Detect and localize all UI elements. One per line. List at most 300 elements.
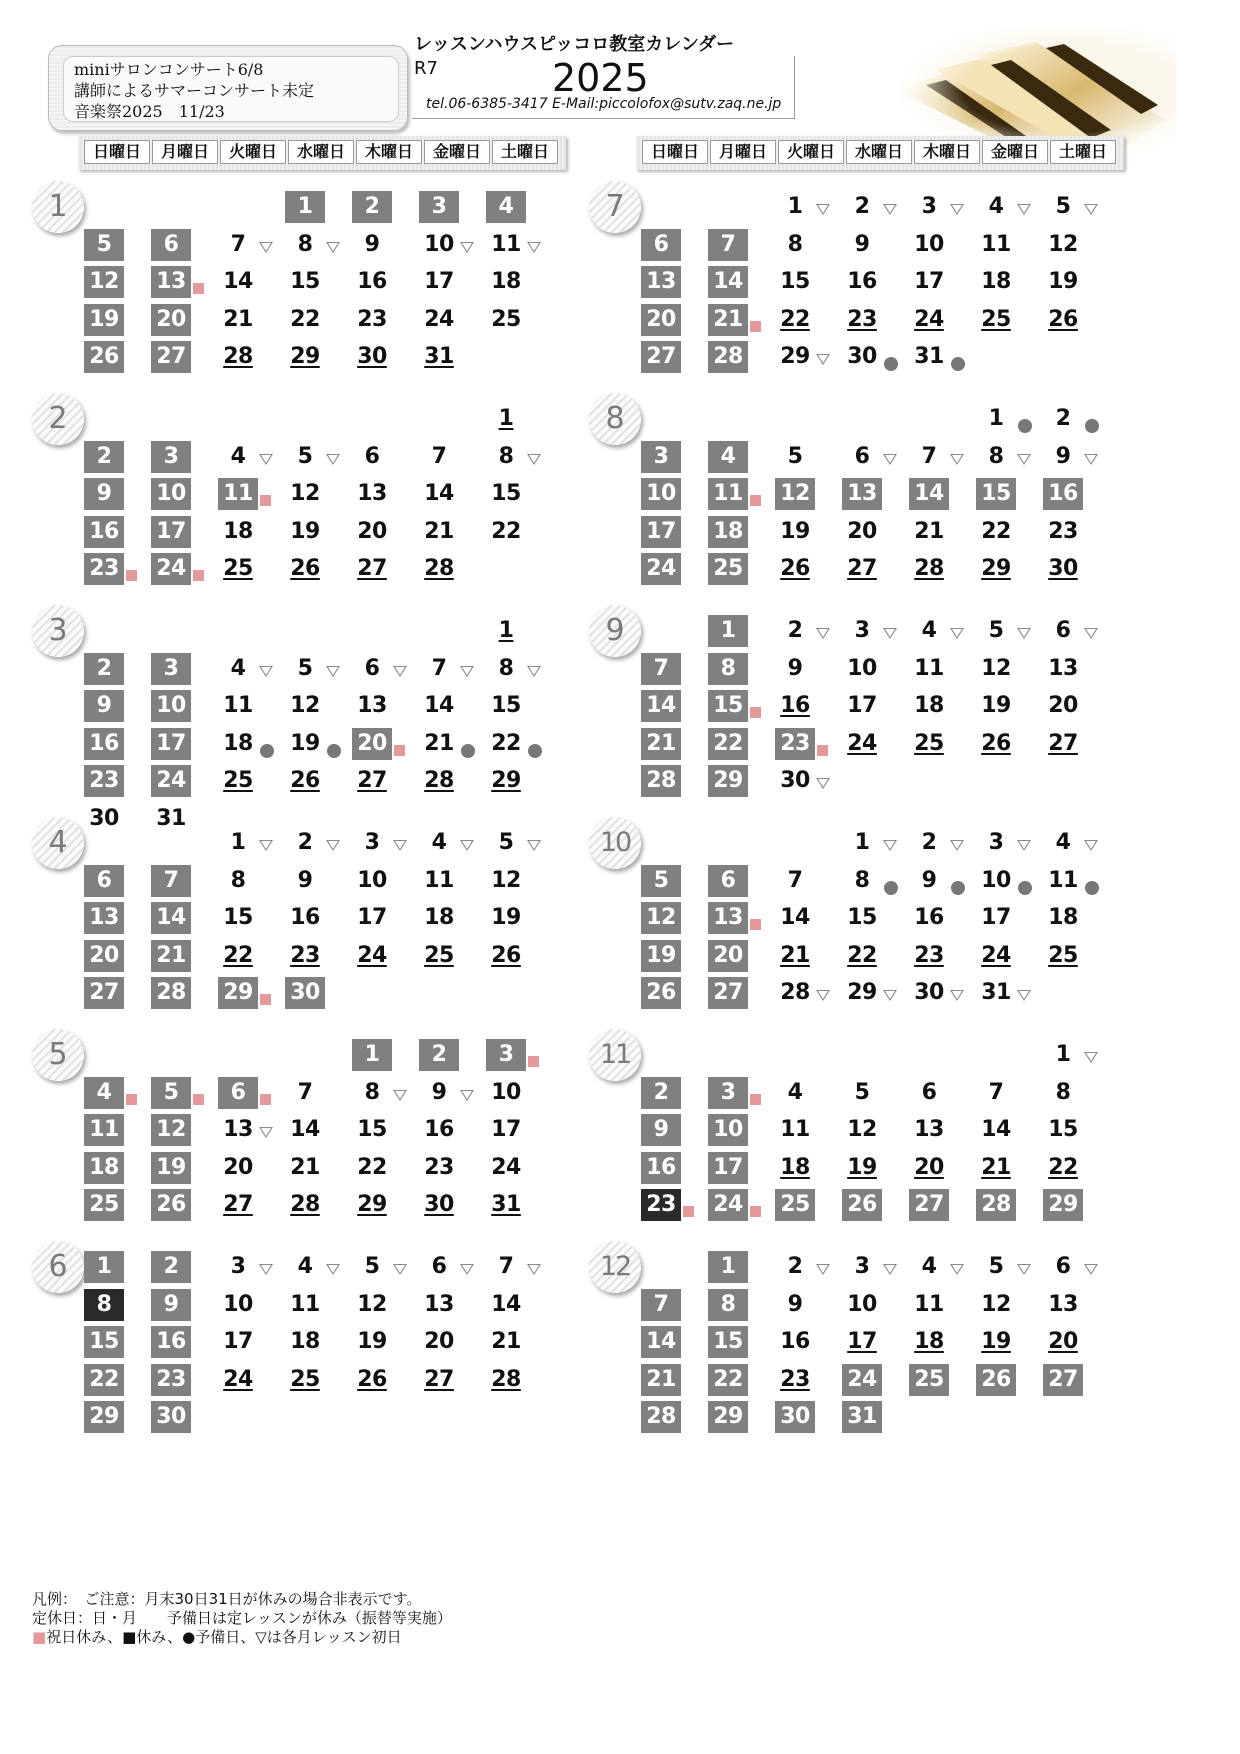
- day-cell: [775, 228, 833, 262]
- day-number: 28: [290, 1192, 320, 1217]
- day-number: 8: [364, 1079, 380, 1105]
- day-cell: [218, 976, 276, 1010]
- first-lesson-triangle-icon: [259, 242, 273, 253]
- day-cell: [419, 515, 477, 549]
- day-number: 16: [914, 905, 944, 930]
- day-cell: [842, 340, 900, 374]
- day-cell: [976, 1076, 1034, 1110]
- first-lesson-triangle-icon: [527, 840, 541, 851]
- day-number: 4: [230, 655, 246, 681]
- day-number: 20: [151, 304, 191, 336]
- day-number: 12: [981, 1291, 1011, 1317]
- era-label: R7: [414, 58, 438, 79]
- day-number: 14: [981, 1117, 1011, 1142]
- day-number: 29: [290, 344, 320, 369]
- day-cell: [486, 1113, 544, 1147]
- day-number: 17: [223, 1329, 253, 1354]
- day-number: 18: [424, 905, 454, 930]
- day-cell: [976, 1363, 1034, 1397]
- day-number: 5: [297, 443, 313, 469]
- day-number: 21: [914, 518, 944, 544]
- day-cell: [419, 190, 477, 224]
- note-line: 講師によるサマーコンサート未定: [74, 81, 315, 100]
- day-number: 7: [641, 653, 681, 685]
- day-number: 19: [780, 518, 810, 544]
- day-cell: [708, 689, 766, 723]
- day-cell: [151, 1113, 209, 1147]
- day-number: 15: [84, 1326, 124, 1358]
- day-number: 1: [230, 830, 246, 855]
- day-cell: [419, 939, 477, 973]
- day-cell: [708, 440, 766, 474]
- weekday-sun: 日曜日: [84, 140, 150, 164]
- reserve-dot-icon: [884, 881, 898, 895]
- day-cell: [285, 552, 343, 586]
- day-number: 13: [1048, 1291, 1078, 1317]
- day-cell: [419, 864, 477, 898]
- day-cell: [218, 228, 276, 262]
- day-cell: [285, 1113, 343, 1147]
- day-cell: [1043, 826, 1101, 860]
- day-cell: [909, 552, 967, 586]
- day-number: 15: [491, 481, 521, 506]
- day-cell: [708, 552, 766, 586]
- day-cell: [151, 1363, 209, 1397]
- day-number: 23: [357, 306, 387, 332]
- day-number: 1: [787, 194, 803, 219]
- day-cell: [909, 340, 967, 374]
- day-number: 27: [151, 341, 191, 373]
- day-number: 16: [84, 516, 124, 548]
- day-cell: [842, 864, 900, 898]
- day-number: 6: [854, 443, 870, 469]
- day-number: 15: [1048, 1117, 1078, 1142]
- day-cell: [976, 939, 1034, 973]
- day-cell: [775, 1325, 833, 1359]
- day-cell: [909, 1151, 967, 1185]
- day-number: 14: [151, 902, 191, 934]
- day-number: 19: [981, 693, 1011, 718]
- day-number: 30: [285, 977, 325, 1009]
- day-number: 3: [988, 830, 1004, 855]
- day-cell: [84, 1188, 142, 1222]
- day-cell: [909, 652, 967, 686]
- day-number: 2: [84, 441, 124, 473]
- day-number: 26: [491, 942, 521, 968]
- day-cell: [842, 1076, 900, 1110]
- day-cell: [151, 228, 209, 262]
- day-cell: [1043, 1250, 1101, 1284]
- day-number: 2: [641, 1077, 681, 1109]
- day-cell: [775, 1288, 833, 1322]
- day-cell: [285, 652, 343, 686]
- day-number: 19: [151, 1152, 191, 1184]
- day-number: 21: [424, 730, 454, 756]
- day-number: 30: [151, 1401, 191, 1433]
- day-number: 17: [914, 269, 944, 294]
- day-cell: [641, 1188, 699, 1222]
- day-cell: [218, 515, 276, 549]
- day-cell: [352, 901, 410, 935]
- reserve-dot-icon: [327, 744, 341, 758]
- day-cell: [84, 1250, 142, 1284]
- day-cell: [419, 1363, 477, 1397]
- day-number: 8: [708, 1289, 748, 1321]
- day-number: 23: [780, 1366, 810, 1392]
- day-number: 19: [357, 1329, 387, 1354]
- day-number: 22: [491, 518, 521, 544]
- day-number: 21: [223, 306, 253, 332]
- day-cell: [218, 901, 276, 935]
- day-cell: [84, 228, 142, 262]
- day-cell: [419, 1250, 477, 1284]
- day-cell: [285, 939, 343, 973]
- day-cell: [218, 1363, 276, 1397]
- day-cell: [842, 826, 900, 860]
- day-number: 24: [981, 942, 1011, 968]
- day-cell: [708, 864, 766, 898]
- day-number: 20: [223, 1154, 253, 1180]
- day-cell: [775, 1363, 833, 1397]
- day-number: 6: [1055, 1254, 1071, 1279]
- day-cell: [1043, 689, 1101, 723]
- day-number: 6: [708, 865, 748, 897]
- day-number: 14: [290, 1117, 320, 1142]
- day-cell: [842, 1250, 900, 1284]
- day-cell: [909, 303, 967, 337]
- day-cell: [218, 265, 276, 299]
- day-number: 1: [988, 406, 1004, 431]
- day-number: 4: [84, 1077, 124, 1109]
- holiday-square-icon: [750, 1206, 761, 1217]
- day-number: 10: [981, 867, 1011, 893]
- day-cell: [151, 689, 209, 723]
- day-cell: [909, 1076, 967, 1110]
- day-number: 20: [84, 940, 124, 972]
- day-number: 3: [854, 1254, 870, 1279]
- day-cell: [419, 764, 477, 798]
- day-number: 6: [431, 1254, 447, 1279]
- day-cell: [775, 1076, 833, 1110]
- day-number: 16: [780, 1329, 810, 1354]
- day-cell: [486, 689, 544, 723]
- day-number: 22: [780, 306, 810, 332]
- holiday-square-icon: [260, 495, 271, 506]
- day-number: 23: [847, 306, 877, 332]
- day-number: 30: [780, 768, 810, 793]
- holiday-square-icon: [750, 919, 761, 930]
- day-cell: [352, 1188, 410, 1222]
- day-number: 27: [708, 977, 748, 1009]
- day-number: 18: [708, 516, 748, 548]
- day-cell: [84, 976, 142, 1010]
- day-cell: [84, 727, 142, 761]
- day-cell: [641, 1288, 699, 1322]
- day-cell: [285, 1363, 343, 1397]
- day-number: 5: [641, 865, 681, 897]
- weekday-mon: 月曜日: [710, 140, 776, 164]
- day-cell: [976, 515, 1034, 549]
- first-lesson-triangle-icon: [883, 1264, 897, 1275]
- day-number: 15: [708, 690, 748, 722]
- day-cell: [641, 515, 699, 549]
- day-number: 29: [1043, 1189, 1083, 1221]
- first-lesson-triangle-icon: [527, 666, 541, 677]
- weekday-fri: 金曜日: [424, 140, 490, 164]
- day-cell: [775, 1400, 833, 1434]
- day-number: 24: [424, 306, 454, 332]
- day-cell: [842, 939, 900, 973]
- day-number: 24: [641, 553, 681, 585]
- day-number: 6: [84, 865, 124, 897]
- holiday-square-icon: [126, 570, 137, 581]
- day-number: 1: [1055, 1042, 1071, 1067]
- day-cell: [708, 1076, 766, 1110]
- first-lesson-triangle-icon: [950, 454, 964, 465]
- day-cell: [976, 614, 1034, 648]
- day-number: 10: [491, 1079, 521, 1105]
- day-number: 9: [297, 867, 313, 893]
- day-number: 6: [921, 1079, 937, 1105]
- day-cell: [151, 1250, 209, 1284]
- day-number: 15: [223, 905, 253, 930]
- day-cell: [151, 1400, 209, 1434]
- day-number: 14: [223, 269, 253, 294]
- day-cell: [285, 265, 343, 299]
- day-cell: [976, 826, 1034, 860]
- day-cell: [909, 265, 967, 299]
- day-cell: [641, 689, 699, 723]
- first-lesson-triangle-icon: [393, 840, 407, 851]
- day-cell: [419, 1325, 477, 1359]
- day-number: 13: [1048, 655, 1078, 681]
- day-number: 4: [431, 830, 447, 855]
- legend: [32, 1590, 452, 1647]
- day-cell: [285, 515, 343, 549]
- day-number: 24: [151, 765, 191, 797]
- day-number: 28: [914, 556, 944, 581]
- day-number: 27: [357, 768, 387, 793]
- day-number: 20: [914, 1154, 944, 1180]
- day-number: 19: [981, 1329, 1011, 1354]
- first-lesson-triangle-icon: [460, 242, 474, 253]
- day-number: 1: [285, 191, 325, 223]
- day-number: 17: [491, 1117, 521, 1142]
- day-cell: [151, 303, 209, 337]
- day-number: 9: [787, 1291, 803, 1317]
- first-lesson-triangle-icon: [883, 840, 897, 851]
- day-cell: [775, 727, 833, 761]
- day-cell: [352, 477, 410, 511]
- day-number: 25: [223, 556, 253, 581]
- day-number: 9: [84, 690, 124, 722]
- day-cell: [84, 1400, 142, 1434]
- day-cell: [1043, 1288, 1101, 1322]
- day-cell: [486, 515, 544, 549]
- day-cell: [775, 265, 833, 299]
- day-number: 18: [914, 1329, 944, 1354]
- day-number: 10: [708, 1114, 748, 1146]
- month-badge-7: 7: [589, 181, 641, 233]
- day-number: 17: [151, 728, 191, 760]
- first-lesson-triangle-icon: [1084, 628, 1098, 639]
- day-cell: [84, 340, 142, 374]
- day-number: 24: [914, 306, 944, 332]
- day-cell: [708, 1325, 766, 1359]
- day-number: 5: [84, 229, 124, 261]
- day-number: 25: [914, 730, 944, 756]
- day-cell: [486, 1151, 544, 1185]
- day-cell: [84, 303, 142, 337]
- day-cell: [842, 303, 900, 337]
- day-cell: [84, 652, 142, 686]
- day-cell: [486, 477, 544, 511]
- day-cell: [151, 1151, 209, 1185]
- day-cell: [352, 1325, 410, 1359]
- first-lesson-triangle-icon: [816, 778, 830, 789]
- day-cell: [352, 864, 410, 898]
- day-cell: [285, 1076, 343, 1110]
- day-number: 11: [290, 1291, 320, 1317]
- day-cell: [708, 901, 766, 935]
- day-cell: [842, 1188, 900, 1222]
- day-number: 12: [981, 655, 1011, 681]
- day-number: 29: [491, 768, 521, 793]
- day-cell: [976, 1151, 1034, 1185]
- day-cell: [909, 1188, 967, 1222]
- day-cell: [1043, 402, 1101, 436]
- day-number: 1: [352, 1039, 392, 1071]
- day-number: 14: [641, 690, 681, 722]
- day-cell: [641, 440, 699, 474]
- first-lesson-triangle-icon: [950, 990, 964, 1001]
- first-lesson-triangle-icon: [460, 1090, 474, 1101]
- day-cell: [419, 652, 477, 686]
- day-number: 4: [230, 443, 246, 469]
- day-cell: [1043, 1188, 1101, 1222]
- day-cell: [976, 190, 1034, 224]
- day-number: 17: [981, 905, 1011, 930]
- day-cell: [775, 440, 833, 474]
- day-number: 20: [708, 940, 748, 972]
- day-cell: [218, 1250, 276, 1284]
- day-cell: [909, 614, 967, 648]
- day-number: 2: [787, 618, 803, 643]
- day-cell: [218, 1076, 276, 1110]
- day-cell: [842, 689, 900, 723]
- day-cell: [842, 440, 900, 474]
- day-number: 29: [780, 344, 810, 369]
- day-number: 15: [847, 905, 877, 930]
- first-lesson-triangle-icon: [1017, 990, 1031, 1001]
- day-cell: [285, 901, 343, 935]
- day-cell: [486, 901, 544, 935]
- day-number: 2: [352, 191, 392, 223]
- month-badge-6: 6: [32, 1241, 84, 1293]
- first-lesson-triangle-icon: [393, 1264, 407, 1275]
- day-cell: [486, 1288, 544, 1322]
- day-number: 21: [641, 728, 681, 760]
- day-number: 8: [498, 655, 514, 681]
- day-number: 20: [424, 1329, 454, 1354]
- day-cell: [842, 614, 900, 648]
- day-cell: [976, 265, 1034, 299]
- day-number: 9: [84, 478, 124, 510]
- day-number: 26: [780, 556, 810, 581]
- legend-line-1: 凡例： ご注意：月末30日31日が休みの場合非表示です。: [32, 1590, 422, 1608]
- day-number: 14: [491, 1291, 521, 1317]
- day-number: 15: [357, 1117, 387, 1142]
- day-number: 19: [847, 1154, 877, 1180]
- day-number: 29: [847, 980, 877, 1005]
- day-cell: [976, 303, 1034, 337]
- day-cell: [285, 228, 343, 262]
- day-number: 10: [151, 478, 191, 510]
- day-number: 23: [775, 728, 815, 760]
- day-number: 9: [854, 231, 870, 257]
- day-cell: [352, 1250, 410, 1284]
- day-cell: [486, 265, 544, 299]
- day-number: 27: [84, 977, 124, 1009]
- day-number: 24: [847, 730, 877, 756]
- day-cell: [419, 1113, 477, 1147]
- reserve-dot-icon: [951, 881, 965, 895]
- month-badge-3: 3: [32, 605, 84, 657]
- day-number: 25: [424, 942, 454, 968]
- day-number: 3: [151, 653, 191, 685]
- day-cell: [84, 764, 142, 798]
- day-number: 3: [708, 1077, 748, 1109]
- day-number: 30: [775, 1401, 815, 1433]
- day-cell: [842, 727, 900, 761]
- day-cell: [285, 440, 343, 474]
- day-number: 8: [854, 867, 870, 893]
- day-cell: [775, 689, 833, 723]
- day-number: 22: [357, 1154, 387, 1180]
- day-cell: [775, 901, 833, 935]
- day-number: 12: [151, 1114, 191, 1146]
- day-cell: [775, 515, 833, 549]
- day-cell: [352, 340, 410, 374]
- day-number: 7: [297, 1079, 313, 1105]
- day-cell: [84, 939, 142, 973]
- day-cell: [1043, 1151, 1101, 1185]
- day-cell: [775, 976, 833, 1010]
- day-number: 13: [914, 1117, 944, 1142]
- day-cell: [218, 764, 276, 798]
- day-number: 15: [780, 269, 810, 294]
- weekday-sat: 土曜日: [1050, 140, 1116, 164]
- day-number: 12: [491, 867, 521, 893]
- day-cell: [1043, 265, 1101, 299]
- day-number: 7: [787, 867, 803, 893]
- day-number: 13: [357, 481, 387, 506]
- day-number: 21: [491, 1329, 521, 1354]
- day-cell: [285, 764, 343, 798]
- first-lesson-triangle-icon: [1084, 204, 1098, 215]
- day-number: 13: [424, 1291, 454, 1317]
- day-number: 11: [708, 478, 748, 510]
- day-cell: [976, 228, 1034, 262]
- day-cell: [151, 652, 209, 686]
- day-cell: [976, 652, 1034, 686]
- day-cell: [419, 689, 477, 723]
- reserve-dot-icon: [1018, 881, 1032, 895]
- day-cell: [218, 689, 276, 723]
- day-number: 10: [847, 1291, 877, 1317]
- day-cell: [708, 939, 766, 973]
- holiday-square-icon: [750, 1094, 761, 1105]
